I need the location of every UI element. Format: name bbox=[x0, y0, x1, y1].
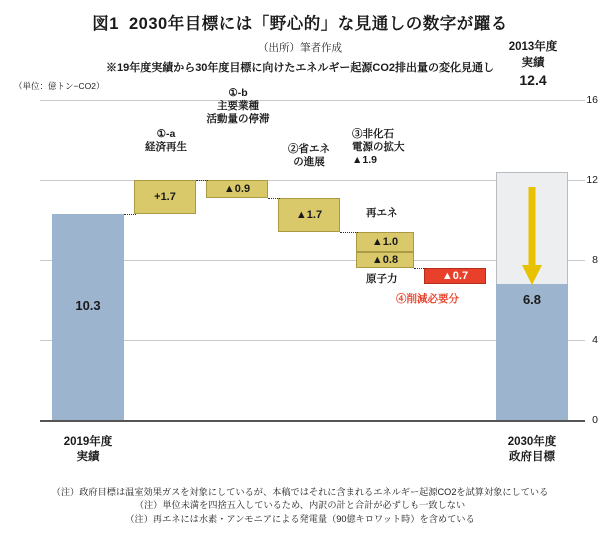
reference-box-value: 12.4 bbox=[519, 72, 547, 89]
gridline-16 bbox=[40, 100, 585, 101]
y-tick-8: 8 bbox=[592, 254, 598, 266]
connector-5 bbox=[414, 268, 426, 269]
connector-4 bbox=[340, 232, 358, 233]
xtick-2030-line1: 2030年度 bbox=[507, 436, 557, 448]
xtick-2019-line2: 実績 bbox=[76, 450, 100, 463]
page-title bbox=[0, 10, 600, 34]
y-tick-0: 0 bbox=[592, 414, 598, 426]
chart-subtitle: ※19年度実績から30年度目標に向けたエネルギー起源CO2排出量の変化見通し bbox=[105, 62, 495, 74]
step-bar-genshiryoku: ▲0.8 bbox=[356, 252, 414, 268]
down-arrow-icon bbox=[520, 187, 544, 287]
annotation-reene bbox=[366, 207, 426, 220]
step-bar-reene: ▲1.0 bbox=[356, 232, 414, 252]
source-note: （出所）筆者作成 bbox=[258, 42, 342, 54]
y-tick-4: 4 bbox=[592, 334, 598, 346]
y-axis bbox=[16, 95, 34, 420]
xtick-label-2019 bbox=[44, 435, 132, 465]
annotation-reene-text: 再エネ bbox=[366, 207, 398, 219]
annotation-1b-line1: ①-b bbox=[228, 87, 248, 99]
step-bar-sakugen-hitsuyobun: ▲0.7 bbox=[424, 268, 486, 284]
step-bar-shoene: ▲1.7 bbox=[278, 198, 340, 232]
reference-box-label-line2: 実績 bbox=[521, 56, 545, 69]
annotation-shuyogyoshu bbox=[192, 87, 284, 126]
bar-2030-value: 6.8 bbox=[522, 292, 542, 307]
annotation-1a-line1: ①-a bbox=[156, 128, 176, 140]
reference-box-label bbox=[492, 40, 574, 90]
connector-3 bbox=[268, 198, 280, 199]
annotation-shoene bbox=[272, 143, 346, 169]
y-tick-16: 16 bbox=[586, 94, 598, 106]
xtick-2030-line2: 政府目標 bbox=[509, 450, 555, 463]
xtick-label-2030 bbox=[486, 435, 578, 465]
annotation-3-line1: ③非化石 bbox=[352, 128, 394, 140]
annotation-sakugen-hitsuyobun bbox=[396, 293, 506, 306]
footnote-3: （注）再エネには水素・アンモニアによる発電量（90億キロワット時）を含めている bbox=[125, 514, 475, 525]
annotation-1b-line3: 活動量の停滞 bbox=[206, 113, 270, 126]
annotation-3-value: ▲1.9 bbox=[352, 154, 377, 167]
annotation-need-text: ④削減必要分 bbox=[396, 293, 459, 305]
unit-label: （単位：億トン−CO2） bbox=[14, 81, 105, 91]
bar-2019-value: 10.3 bbox=[75, 298, 101, 313]
y-tick-12: 12 bbox=[586, 174, 598, 186]
bar-2019-actual bbox=[52, 214, 124, 420]
annotation-1a-line2: 経済再生 bbox=[145, 141, 187, 154]
footnote-1: （注）政府目標は温室効果ガスを対象にしているが、本稿ではそれに含まれるエネルギー起源CO2を試算対象にしている bbox=[51, 486, 549, 497]
bar-2030-target bbox=[496, 284, 568, 420]
annotation-hikaseki bbox=[352, 128, 462, 167]
annotation-2-line1: ②省エネ bbox=[288, 143, 330, 155]
footnote-2: （注）単位未満を四捨五入しているため、内訳の計と合計が必ずしも一致しない bbox=[134, 500, 466, 511]
annotation-3-line2: 電源の拡大 bbox=[352, 141, 405, 154]
x-axis bbox=[40, 420, 585, 422]
step-bar-keizai-saisei: +1.7 bbox=[134, 180, 196, 214]
title-text: 2030年目標には「野心的」な見通しの数字が躍る bbox=[128, 15, 508, 33]
footnotes bbox=[0, 486, 600, 527]
step-bar-shuyogyoshu: ▲0.9 bbox=[206, 180, 268, 198]
figure-number: 図1 bbox=[92, 15, 119, 33]
reference-box-label-line1: 2013年度 bbox=[508, 41, 558, 53]
annotation-2-line2: の進展 bbox=[293, 156, 325, 169]
connector-1 bbox=[124, 214, 136, 215]
annotation-keizai-saisei bbox=[128, 128, 204, 154]
annotation-1b-line2: 主要業種 bbox=[217, 100, 259, 113]
annotation-genshiryoku bbox=[366, 273, 426, 286]
connector-2 bbox=[196, 180, 208, 181]
annotation-genshiryoku-text: 原子力 bbox=[366, 273, 398, 285]
xtick-2019-line1: 2019年度 bbox=[63, 436, 113, 448]
